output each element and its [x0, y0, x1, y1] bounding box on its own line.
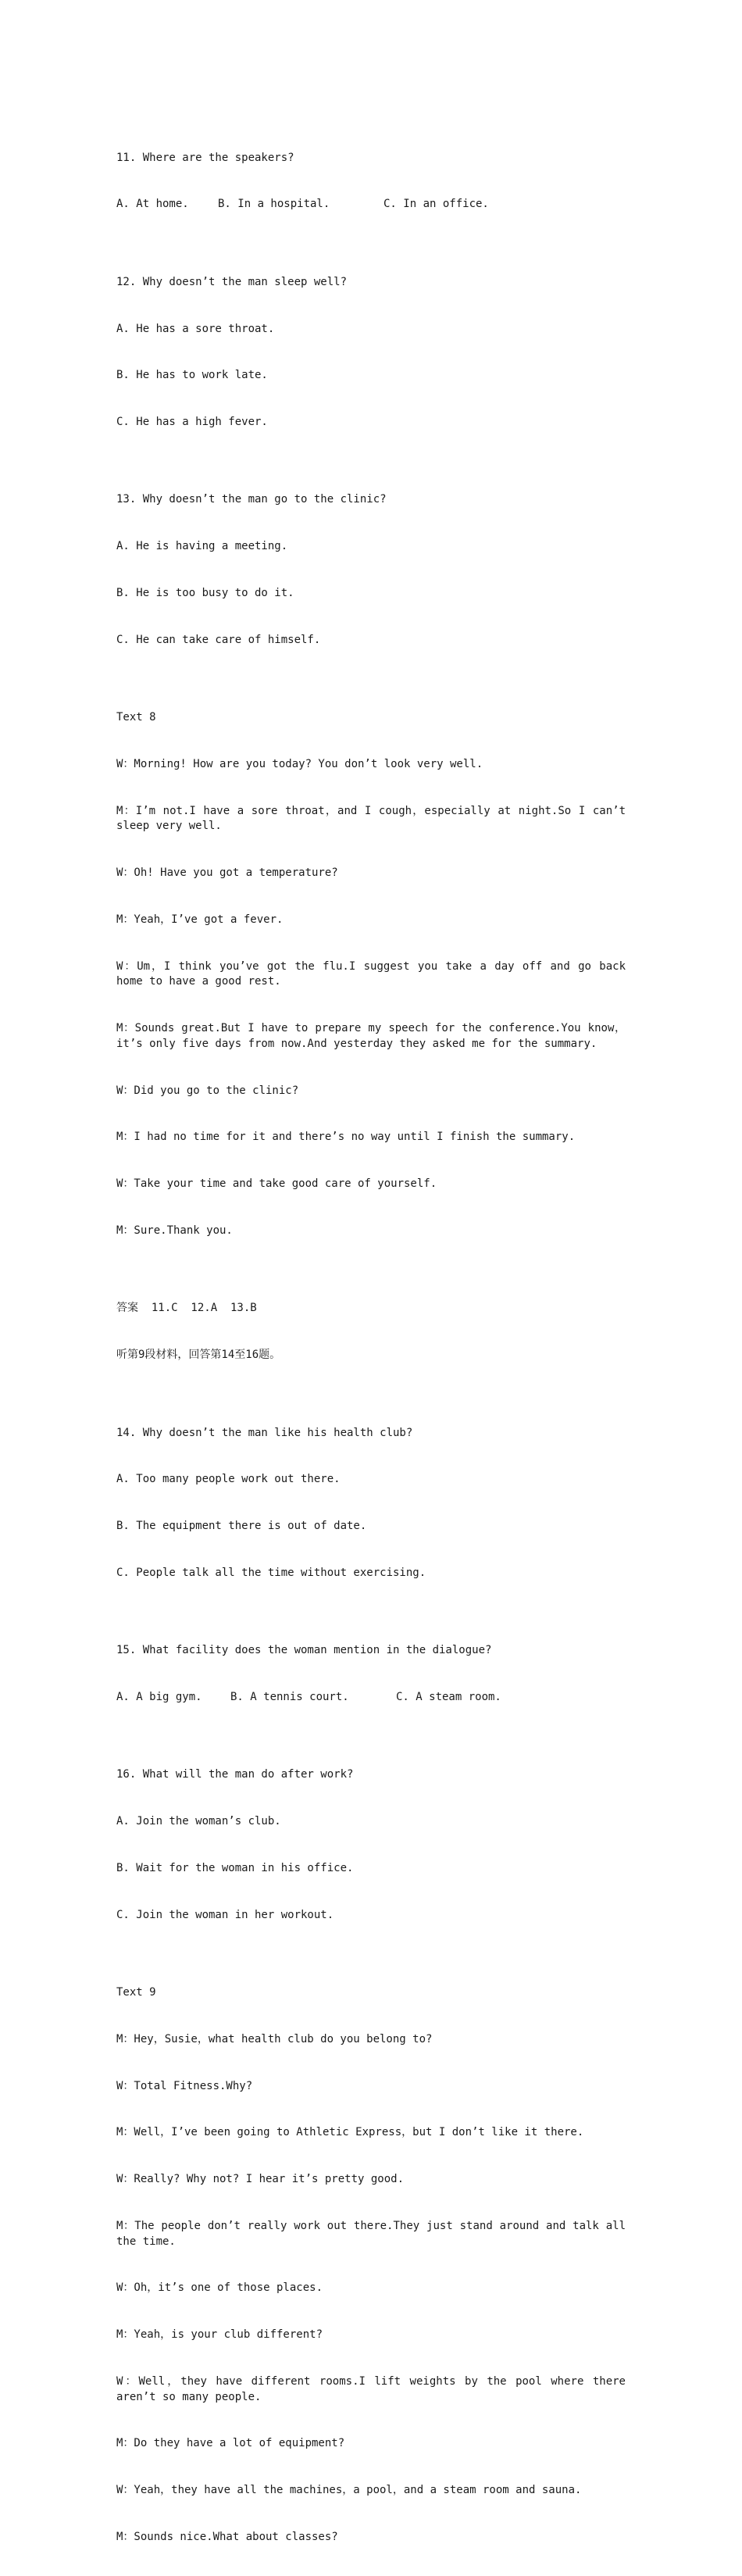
dialogue-line: W：Did you go to the clinic?	[116, 1084, 299, 1097]
option-c: C. He has a high fever.	[116, 415, 268, 428]
option-b: B. A tennis court.	[230, 1690, 349, 1703]
dialogue-line: W：Total Fitness.Why?	[116, 2079, 253, 2092]
option-b: B. He has to work late.	[116, 369, 268, 382]
question-15-options	[116, 1690, 626, 1706]
dialogue-line: M：Yeah，is your club different?	[116, 2328, 323, 2341]
dialogue-line: W：Take your time and take good care of yourself.	[116, 1177, 437, 1191]
dialogue-line: W：Yeah，they have all the machines，a pool，and a steam room and sauna.	[116, 2483, 582, 2496]
option-c: C. A steam room.	[396, 1690, 501, 1703]
question-12: 12. Why doesn’t the man sleep well?	[116, 275, 348, 288]
question-11: 11. Where are the speakers?	[116, 151, 294, 164]
question-15: 15. What facility does the woman mention in the dialogue?	[116, 1644, 492, 1657]
dialogue-line: M：I’m not.I have a sore throat，and I cough，especially at night.So I can’t sleep very well.	[116, 804, 626, 833]
question-14: 14. Why doesn’t the man like his health club?	[116, 1426, 413, 1439]
dialogue-line: M：Sounds nice.What about classes?	[116, 2530, 338, 2543]
dialogue-line: W：Really? Why not? I hear it’s pretty good.	[116, 2172, 405, 2185]
dialogue-line: M：Sounds great.But I have to prepare my speech for the conference.You know，it’s only five days from now.And yesterday they asked me for the summary.	[116, 1022, 626, 1051]
option-c: C. He can take care of himself.	[116, 633, 321, 646]
option-c: C. In an office.	[383, 198, 489, 211]
dialogue-line: M：Do they have a lot of equipment?	[116, 2437, 345, 2450]
text-9-heading: Text 9	[116, 1986, 156, 1999]
dialogue-line: W：Morning! How are you today? You don’t look very well.	[116, 757, 483, 770]
dialogue-line: M：Well，I’ve been going to Athletic Express，but I don’t like it there.	[116, 2126, 584, 2139]
dialogue-line: M：I had no time for it and there’s no way until I finish the summary.	[116, 1131, 576, 1144]
option-c: C. Join the woman in her workout.	[116, 1908, 334, 1921]
dialogue-line: W：Oh，it’s one of those places.	[116, 2281, 323, 2295]
option-b: B. He is too busy to do it.	[116, 586, 294, 599]
dialogue-line: M：Yeah，I’ve got a fever.	[116, 913, 284, 926]
dialogue-line: W：Oh! Have you got a temperature?	[116, 866, 338, 880]
option-b: B. The equipment there is out of date.	[116, 1520, 367, 1533]
question-11-options	[116, 197, 626, 213]
option-a: A. A big gym.	[116, 1690, 202, 1703]
option-a: A. Join the woman’s club.	[116, 1815, 281, 1828]
dialogue-line: M：The people don’t really work out there.They just stand around and talk all the time.	[116, 2219, 626, 2248]
option-a: A. Too many people work out there.	[116, 1473, 341, 1486]
option-a: A. At home.	[116, 198, 189, 211]
question-16: 16. What will the man do after work?	[116, 1768, 354, 1781]
document-body	[116, 88, 626, 2576]
dialogue-line: W：Well，they have different rooms.I lift weights by the pool where there aren’t so many people.	[116, 2374, 626, 2403]
text-8-heading: Text 8	[116, 711, 156, 724]
option-c: C. People talk all the time without exercising.	[116, 1566, 426, 1579]
option-b: B. In a hospital.	[218, 198, 330, 211]
option-a: A. He has a sore throat.	[116, 322, 275, 335]
dialogue-line: M：Hey，Susie，what health club do you belong to?	[116, 2032, 433, 2045]
option-b: B. Wait for the woman in his office.	[116, 1861, 354, 1874]
section-9-intro: 听第9段材料，回答第14至16题。	[116, 1349, 281, 1362]
answer-key: 答案 11.C 12.A 13.B	[116, 1302, 257, 1315]
option-a: A. He is having a meeting.	[116, 540, 288, 553]
dialogue-line: M：Sure.Thank you.	[116, 1224, 233, 1237]
question-13: 13. Why doesn’t the man go to the clinic?	[116, 493, 387, 506]
dialogue-line: W：Um，I think you’ve got the flu.I suggest you take a day off and go back home to have a good rest.	[116, 959, 626, 988]
